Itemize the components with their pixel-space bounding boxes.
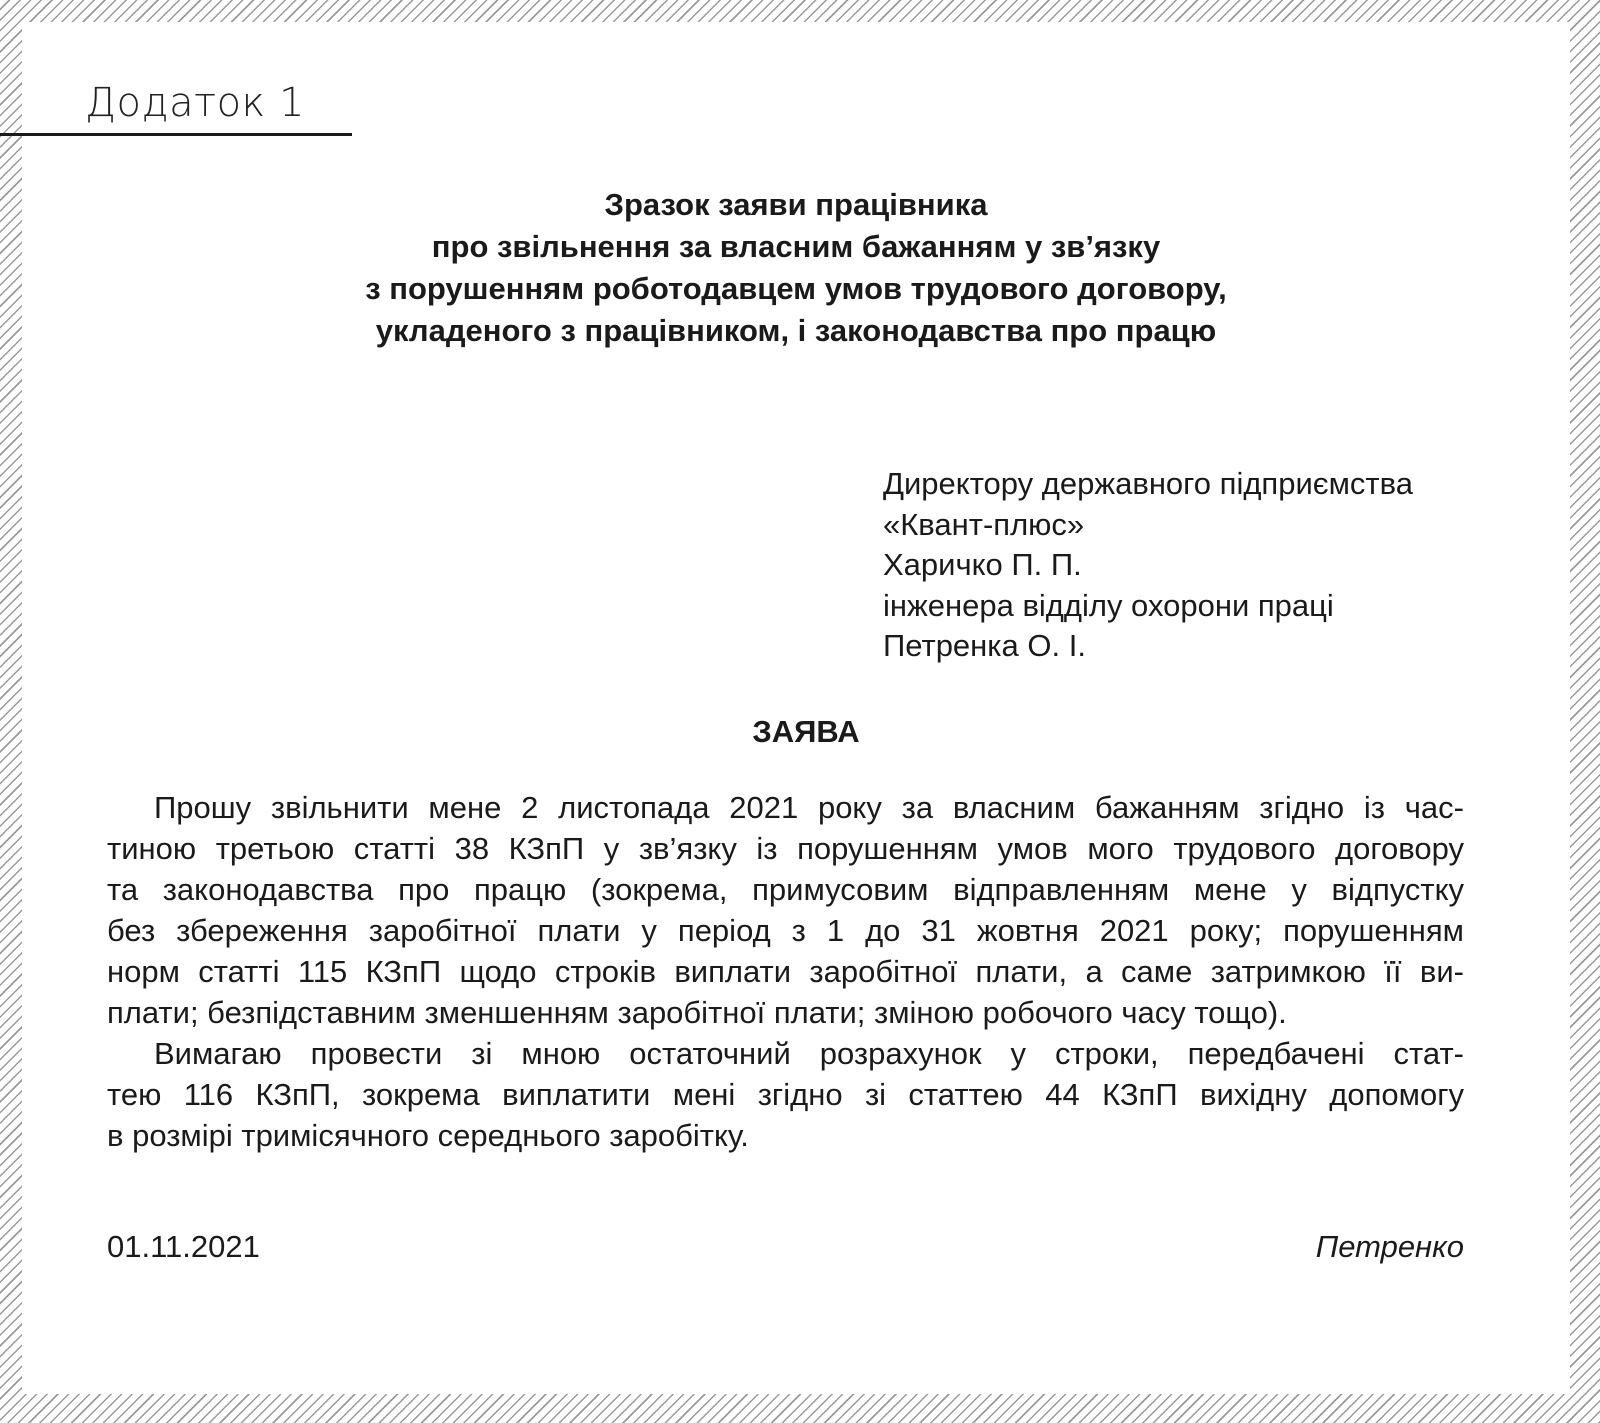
appendix-label: Додаток 1 — [85, 80, 305, 126]
addressee-line: «Квант-плюс» — [883, 506, 1085, 542]
addressee-line: Директору державного підприємства — [883, 466, 1413, 501]
addressee-line: інженера відділу охорони праці — [883, 587, 1334, 623]
body-line: Прошу звільнити мене 2 листопада 2021 року за власним бажанням згідно із час- — [154, 790, 1464, 825]
appendix-underline — [0, 133, 352, 136]
body-line: норм статті 115 КЗпП щодо строків виплати заробітної плати, а саме затримкою її ви- — [107, 954, 1464, 989]
statement-date: 01.11.2021 — [107, 1229, 260, 1264]
statement-body — [107, 787, 1464, 1156]
body-line: та законодавства про працю (зокрема, примусовим відправленням мене у відпустку — [107, 872, 1464, 907]
body-line: тею 116 КЗпП, зокрема виплатити мені згідно зі статтею 44 КЗпП вихідну допомогу — [107, 1077, 1464, 1112]
title-line: Зразок заяви працівника — [604, 187, 988, 222]
body-line: Вимагаю провести зі мною остаточний розрахунок у строки, передбачені стат- — [154, 1036, 1464, 1071]
document-page — [22, 22, 1570, 1394]
document-title — [22, 184, 1570, 352]
body-line: плати; безпідставним зменшенням заробітної плати; зміною робочого часу тощо). — [107, 995, 1287, 1030]
addressee-line: Петренка О. І. — [883, 628, 1086, 663]
body-line: в розмірі тримісячного середнього заробітку. — [107, 1118, 749, 1153]
addressee-line: Харичко П. П. — [883, 547, 1082, 582]
statement-heading: ЗАЯВА — [752, 714, 860, 749]
title-line: з порушенням роботодавцем умов трудового договору, — [365, 271, 1227, 306]
addressee-block — [883, 464, 1413, 667]
signature: Петренко — [1315, 1229, 1464, 1264]
body-line: тиною третьою статті 38 КЗпП у зв’язку із порушенням умов мого трудового договору — [107, 831, 1464, 866]
body-line: без збереження заробітної плати у період з 1 до 31 жовтня 2021 року; порушенням — [107, 913, 1464, 948]
title-line: про звільнення за власним бажанням у зв’язку — [431, 229, 1161, 264]
title-line: укладеного з працівником, і законодавства про працю — [375, 313, 1217, 348]
